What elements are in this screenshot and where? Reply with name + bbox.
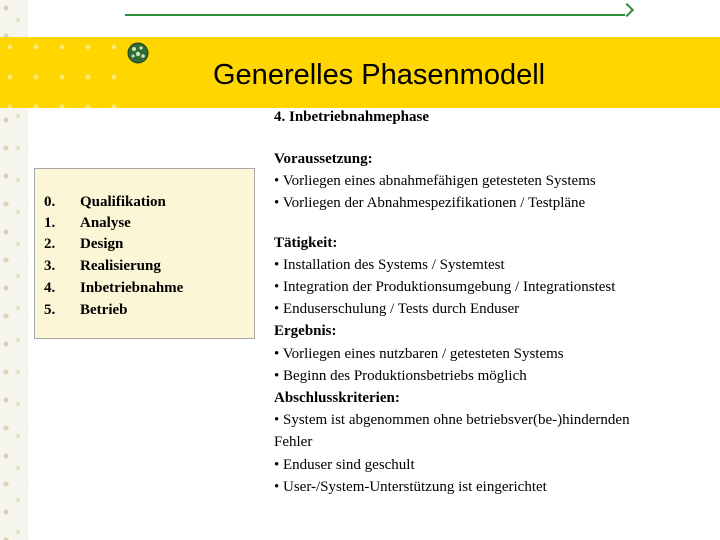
phase-label: Realisierung: [80, 258, 161, 274]
phase-label: Qualifikation: [80, 194, 166, 210]
phase-item: [44, 194, 166, 216]
phase-label: Inbetriebnahme: [80, 280, 184, 296]
abschluss-item: • System ist abgenommen ohne betriebsver(be-)hindernden: [274, 412, 630, 429]
taetigkeit-heading: Tätigkeit:: [274, 234, 338, 251]
phase-number: 4.: [44, 280, 56, 296]
ergebnis-heading: Ergebnis:: [274, 323, 337, 340]
abschluss-item: • Enduser sind geschult: [274, 456, 415, 473]
abschluss-item: • User-/System-Unterstützung ist eingerichtet: [274, 478, 547, 495]
voraussetzung-heading: Voraussetzung:: [274, 151, 373, 167]
spacer: [274, 215, 714, 232]
phase-item: [44, 302, 127, 324]
ergebnis-item: • Vorliegen eines nutzbaren / getesteten Systems: [274, 345, 564, 362]
phase-item: [44, 280, 183, 302]
voraussetzung-item: • Vorliegen eines abnahmefähigen getesteten Systems: [274, 173, 596, 190]
top-rule: [125, 14, 625, 16]
voraussetzung-item: • Vorliegen der Abnahmespezifikationen / Testpläne: [274, 195, 586, 212]
phase-number: 0.: [44, 194, 56, 210]
page-title: Generelles Phasenmodell: [213, 59, 546, 91]
ergebnis-item: • Beginn des Produktionsbetriebs möglich: [274, 367, 527, 384]
abschluss-heading: Abschlusskriterien:: [274, 390, 400, 407]
phase-number: 2.: [44, 236, 56, 252]
phase-number: 1.: [44, 215, 56, 231]
taetigkeit-item: • Integration der Produktionsumgebung / Integrationstest: [274, 279, 616, 296]
phase-number: 5.: [44, 302, 56, 318]
phase-label: Betrieb: [80, 302, 128, 318]
phase-description: [274, 148, 714, 498]
phase-label: Design: [80, 236, 124, 252]
phase-label: Analyse: [80, 215, 131, 231]
taetigkeit-item: • Installation des Systems / Systemtest: [274, 256, 505, 273]
section-subtitle: 4. Inbetriebnahmephase: [274, 109, 430, 125]
phase-item: [44, 236, 123, 258]
taetigkeit-item: • Enduserschulung / Tests durch Enduser: [274, 301, 520, 318]
phase-number: 3.: [44, 258, 56, 274]
phase-item: [44, 258, 161, 280]
abschluss-item: Fehler: [274, 434, 313, 451]
globe-badge-icon: [126, 41, 150, 65]
phase-item: [44, 215, 131, 237]
title-band-pattern: [0, 37, 130, 108]
